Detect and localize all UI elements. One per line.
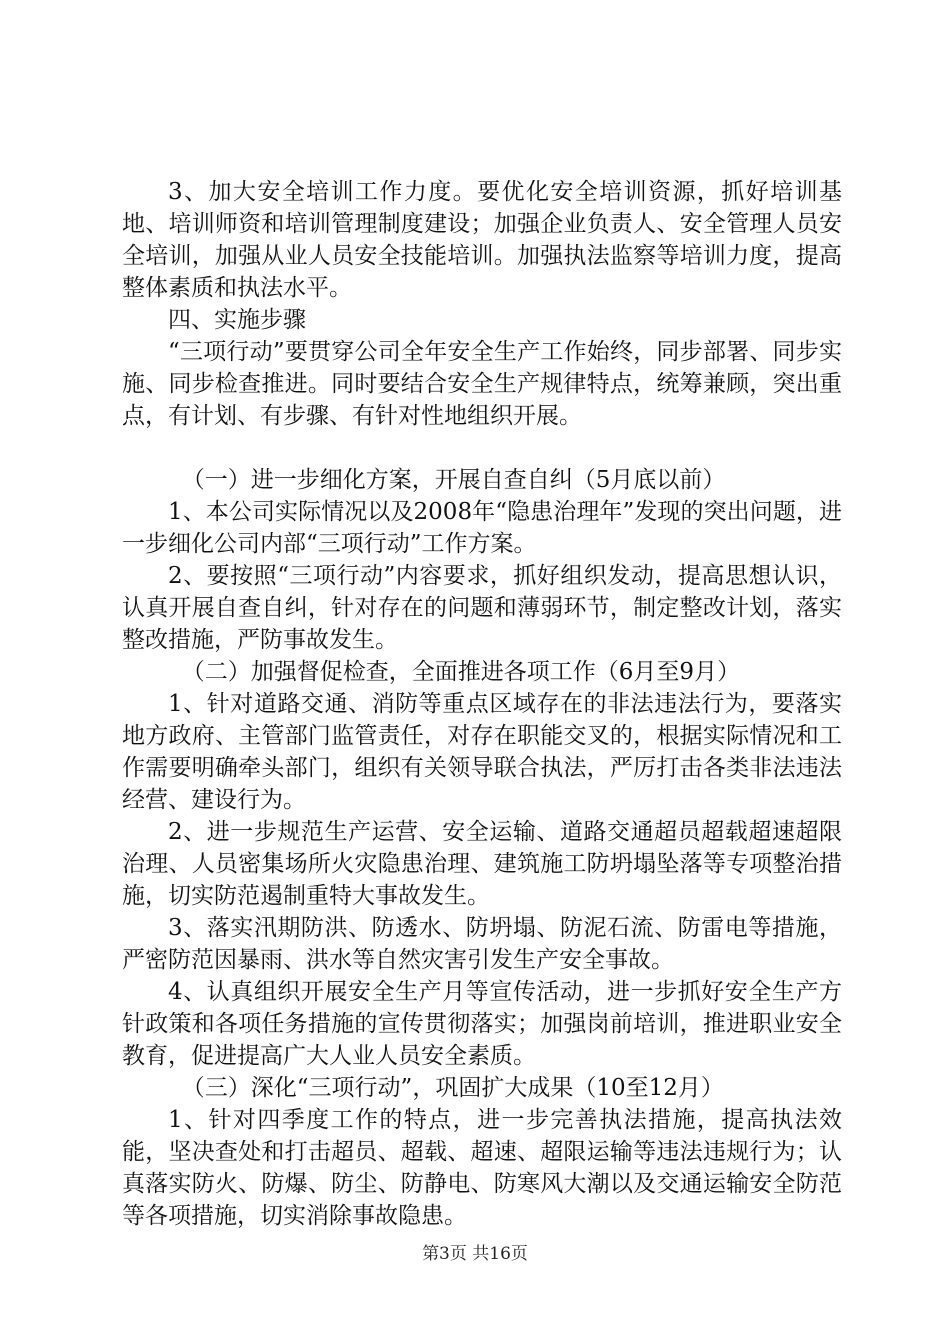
paragraph-phase-three-item-1: 1、针对四季度工作的特点，进一步完善执法措施，提高执法效能，坚决查处和打击超员、超载、超速、超限运输等违法违规行为；认真落实防火、防爆、防尘、防静电、防寒风大潮以及交通运输安全防范等各项措施，切实消除事故隐患。 — [122, 1107, 842, 1229]
paragraph-phase-two-item-4: 4、认真组织开展安全生产月等宣传活动，进一步抓好安全生产方针政策和各项任务措施的宣传贯彻落实；加强岗前培训，推进职业安全教育，促进提高广大人业人员安全素质。 — [122, 979, 842, 1069]
page-number-footer: 第3页 共16页 — [422, 1244, 528, 1264]
document-body — [122, 176, 842, 1232]
paragraph-phase-two-item-1: 1、针对道路交通、消防等重点区域存在的非法违法行为，要落实地方政府、主管部门监管责任，对存在职能交叉的，根据实际情况和工作需要明确牵头部门，组织有关领导联合执法，严厉打击各类非法违法经营、建设行为。 — [122, 691, 842, 813]
paragraph-phase-two-item-2: 2、进一步规范生产运营、安全运输、道路交通超员超载超速超限治理、人员密集场所火灾隐患治理、建筑施工防坍塌坠落等专项整治措施，切实防范遏制重特大事故发生。 — [122, 819, 842, 909]
paragraph-overview: “三项行动”要贯穿公司全年安全生产工作始终，同步部署、同步实施、同步检查推进。同时要结合安全生产规律特点，统筹兼顾，突出重点，有计划、有步骤、有针对性地组织开展。 — [122, 339, 842, 429]
paragraph-training: 3、加大安全培训工作力度。要优化安全培训资源，抓好培训基地、培训师资和培训管理制度建设；加强企业负责人、安全管理人员安全培训，加强从业人员安全技能培训。加强执法监察等培训力度，提高整体素质和执法水平。 — [122, 179, 842, 301]
paragraph-phase-two-item-3: 3、落实汛期防洪、防透水、防坍塌、防泥石流、防雷电等措施，严密防范因暴雨、洪水等自然灾害引发生产安全事故。 — [122, 915, 842, 973]
subheading-phase-one: （一）进一步细化方案，开展自查自纠（5月底以前） — [181, 467, 726, 493]
subheading-phase-two: （二）加强督促检查，全面推进各项工作（6月至9月） — [181, 659, 741, 685]
paragraph-phase-one-item-2: 2、要按照“三项行动”内容要求，抓好组织发动，提高思想认识，认真开展自查自纠，针对存在的问题和薄弱环节，制定整改计划，落实整改措施，严防事故发生。 — [122, 563, 842, 653]
section-heading-steps: 四、实施步骤 — [168, 307, 306, 333]
paragraph-phase-one-item-1: 1、本公司实际情况以及2008年“隐患治理年”发现的突出问题，进一步细化公司内部“三项行动”工作方案。 — [122, 499, 842, 557]
subheading-phase-three: （三）深化“三项行动”，巩固扩大成果（10至12月） — [181, 1075, 724, 1101]
